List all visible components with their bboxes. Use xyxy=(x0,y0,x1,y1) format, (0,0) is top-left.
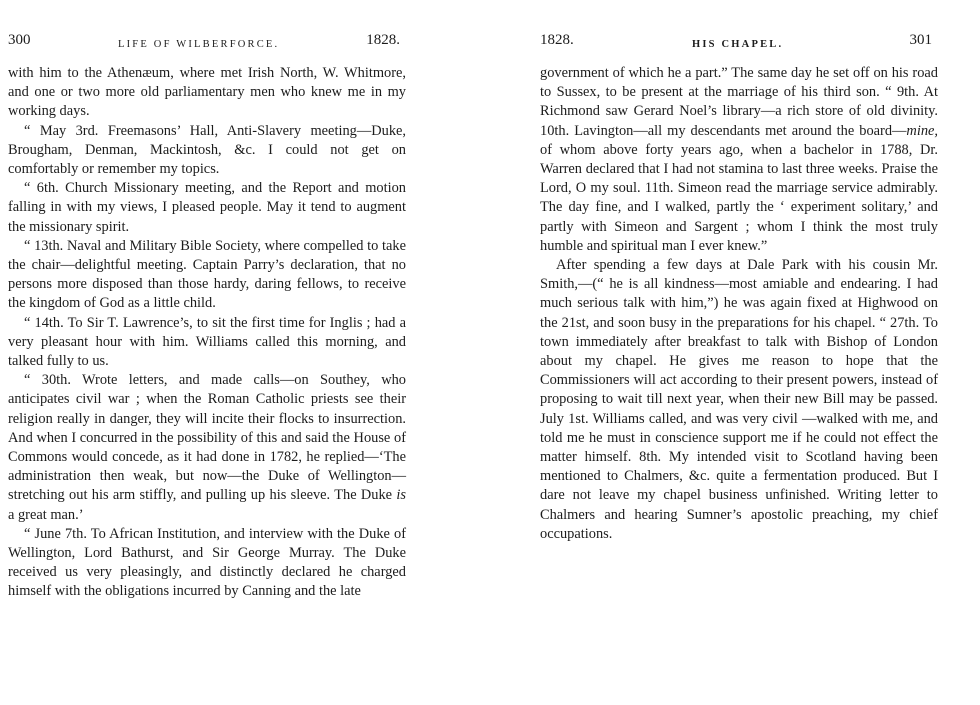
left-page xyxy=(8,30,406,602)
paragraph: “ May 3rd. Freemasons’ Hall, Anti-Slavery meeting—Duke, Brougham, Denman, Mackintosh, &c. I could not get on comfortably or remember my topics. xyxy=(8,122,406,178)
right-page-number: 301 xyxy=(909,32,932,48)
paragraph: “ June 7th. To African Institution, and interview with the Duke of Wellington, Lord Bathurst, and Sir George Murray. The Duke received us very pleasingly, and distinctly declared he charged himself with the obligations incurred by Canning and the late xyxy=(8,525,406,600)
paragraph: “ 6th. Church Missionary meeting, and the Report and motion falling in with my views, I pleased people. May it tend to augment the missionary spirit. xyxy=(8,180,406,235)
left-running-title: LIFE OF WILBERFORCE. xyxy=(118,39,280,50)
left-running-head xyxy=(8,30,406,56)
right-page xyxy=(540,30,938,544)
paragraph-30th-text: “ 30th. Wrote letters, and made calls—on Southey, who anticipates civil war ; when the Roman Catholic priests see their religion really in danger, they will incite their flocks to insurrection. And when I concurred in the possibility of this and said the House of Commons would concede, as it had done in 1782, he replied—‘The administration then weak, but now—the Duke of Wellington—stretching out his arm stiffly, and pulling up his sleeve. The Duke xyxy=(8,372,406,504)
paragraph: “ 14th. To Sir T. Lawrence’s, to sit the first time for Inglis ; had a very pleasant hour with him. Williams called this morning, and talked fully to us. xyxy=(8,314,406,370)
left-page-number: 300 xyxy=(8,32,31,48)
paragraph-continued xyxy=(540,64,938,256)
right-running-year: 1828. xyxy=(540,32,574,48)
right-page-text xyxy=(540,64,938,544)
emphasis-is: is xyxy=(396,487,406,504)
right-running-head xyxy=(540,30,938,56)
right-running-title: HIS CHAPEL. xyxy=(692,39,784,50)
left-page-text xyxy=(8,64,406,602)
paragraph-30th-tail: a great man.’ xyxy=(8,506,84,523)
paragraph-continued-before: government of which he a part.” The same day he set off on his road to Sussex, to be present at the marriage of his third son. “ 9th. At Richmond saw Gerard Noel’s library—a rich store of old divinity. 10th. Lavington—all my descendants met around the board— xyxy=(540,65,938,139)
paragraph: “ 13th. Naval and Military Bible Society, where compelled to take the chair—delightful meeting. Captain Parry’s declaration, that no persons more disposed than those hardy, daring fellows, to receive the kingdom of God as a little child. xyxy=(8,237,406,312)
paragraph-30th xyxy=(8,371,406,525)
paragraph: After spending a few days at Dale Park with his cousin Mr. Smith,—(“ he is all kindness—most amiable and endearing. I had much serious talk with him,”) he was again fixed at Highwood on the 21st, and soon busy in the preparations for his chapel. “ 27th. To town immediately after breakfast to talk with Bishop of London about my chapel. He gives me reason to hope that the Commissioners will act according to their present powers, instead of proposing to wait till next year, when their new Bill may be passed. July 1st. Williams called, and was very civil —walked with me, and told me he must in conscience support me if he could not effect the matter himself. 8th. My intended visit to Scotland having been mentioned to Chalmers, &c. quite a fermentation produced. But I dare not leave my chapel business unfinished. Writing letter to Chalmers and hearing Sumner’s apostolic preaching, my chief occupations. xyxy=(540,257,938,542)
paragraph-continued-after: of whom above forty years ago, when a bachelor in 1788, Dr. Warren declared that I had not stamina to last three weeks. Praise the Lord, O my soul. 11th. Simeon read the marriage service admirably. The day fine, and I walked, partly the ‘ experiment solitary,’ and partly with Simeon and Sargent ; whom I think the most truly humble and spiritual man I ever knew.” xyxy=(540,141,938,254)
emphasis-mine: mine, xyxy=(906,122,938,139)
left-running-year: 1828. xyxy=(366,32,400,48)
paragraph: with him to the Athenæum, where met Irish North, W. Whitmore, and one or two more old parliamentary men who knew me in my working days. xyxy=(8,65,406,120)
